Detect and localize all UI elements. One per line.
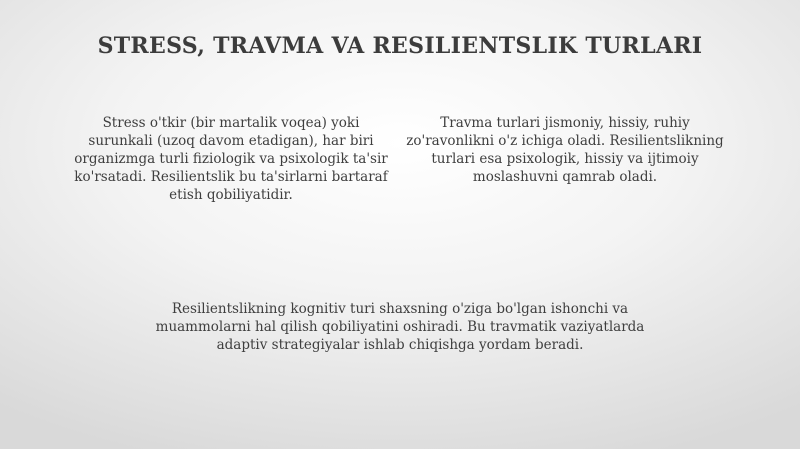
left-text-block: Stress o'tkir (bir martalik voqea) yoki surunkali (uzoq davom etadigan), har biri organizmga turli fiziologik va psixologik ta'sir ko'rsatadi. Resilientslik bu ta'sirlarni bartaraf etish qobiliyatidir. — [74, 115, 388, 203]
bottom-text-block: Resilientslikning kognitiv turi shaxsning o'ziga bo'lgan ishonchi va muammolarni hal qilish qobiliyatini oshiradi. Bu travmatik vaziyatlarda adaptiv strategiyalar ishlab chiqishga yordam beradi. — [155, 301, 645, 353]
right-text-block: Travma turlari jismoniy, hissiy, ruhiy zo'ravonlikni o'z ichiga oladi. Resilientslikning turlari esa psixologik, hissiy va ijtimoiy moslashuvni qamrab oladi. — [406, 115, 724, 185]
slide-title: STRESS, TRAVMA VA RESILIENTSLIK TURLARI — [97, 33, 703, 59]
